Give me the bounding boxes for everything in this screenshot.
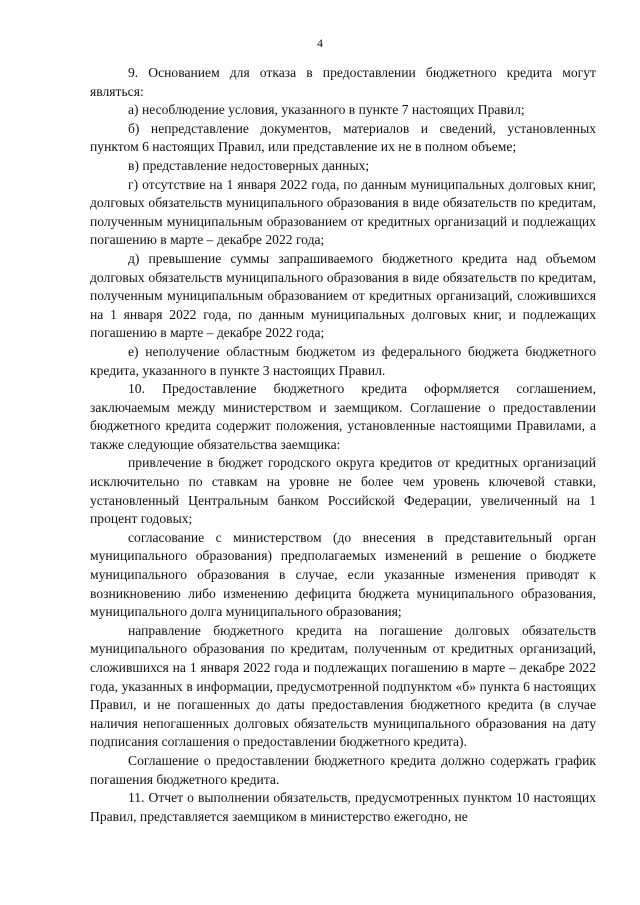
paragraph-11: 11. Отчет о выполнении обязательств, предусмотренных пунктом 10 настоящих Правил, представляется заемщиком в министерство ежегодно, не [90, 790, 596, 824]
obligation-budget-approval: согласование с министерством (до внесения в представительный орган муниципального образования) предполагаемых изменений в решение о бюджете муниципального образования в случае, если указанные изменения приводят к возникновению либо изменению дефицита бюджета муниципального образования, муниципального долга муниципального образования; [90, 529, 596, 620]
paragraph-9-e: е) неполучение областным бюджетом из федерального бюджета бюджетного кредита, указанного в пункте 3 настоящих Правил. [90, 343, 596, 378]
document-body [90, 64, 596, 826]
page-number: 4 [317, 36, 323, 50]
paragraph-9-a: а) несоблюдение условия, указанного в пункте 7 настоящих Правил; [128, 102, 525, 118]
paragraph-9-d: д) превышение суммы запрашиваемого бюджетного кредита над объемом долговых обязательств муниципального образования в виде обязательств по кредитам, полученным муниципальным образованием от кредитных организаций, сложившихся на 1 января 2022 года, по данным муниципальных долговых книг, и подлежащих погашению в марте – декабре 2022 года; [90, 250, 596, 341]
obligation-debt-repayment: направление бюджетного кредита на погашение долговых обязательств муниципального образования по кредитам, полученным от кредитных организаций, сложившихся на 1 января 2022 года и подлежащих погашению в марте – декабре 2022 года, указанных в информации, предусмотренной подпунктом «б» пункта 6 настоящих Правил, и не погашенных до даты предоставления бюджетного кредита (в случае наличия непогашенных долговых обязательств муниципального образования на дату подписания соглашения о предоставлении бюджетного кредита). [90, 622, 596, 750]
paragraph-10: 10. Предоставление бюджетного кредита оформляется соглашением, заключаемым между министерством и заемщиком. Соглашение о предоставлении бюджетного кредита содержит положения, установленные настоящими Правилами, а также следующие обязательства заемщика: [90, 381, 596, 452]
obligation-credit-rate: привлечение в бюджет городского округа кредитов от кредитных организаций исключительно по ставкам на уровне не более чем уровень ключевой ставки, установленный Центральным банком Российской Федерации, увеличенный на 1 процент годовых; [90, 455, 596, 527]
paragraph-9: 9. Основанием для отказа в предоставлении бюджетного кредита могут являться: [90, 65, 596, 99]
paragraph-9-g: г) отсутствие на 1 января 2022 года, по данным муниципальных долговых книг, долговых обязательств муниципального образования в виде обязательств по кредитам, полученным муниципальным образованием от кредитных организаций и подлежащих погашению в марте – декабре 2022 года; [90, 176, 596, 248]
paragraph-9-v: в) представление недостоверных данных; [128, 157, 370, 173]
paragraph-9-b: б) непредставление документов, материалов и сведений, установленных пунктом 6 настоящих Правил, или представление их не в полном объеме; [90, 120, 596, 155]
paragraph-repayment-schedule: Соглашение о предоставлении бюджетного кредита должно содержать график погашения бюджетного кредита. [90, 752, 596, 787]
